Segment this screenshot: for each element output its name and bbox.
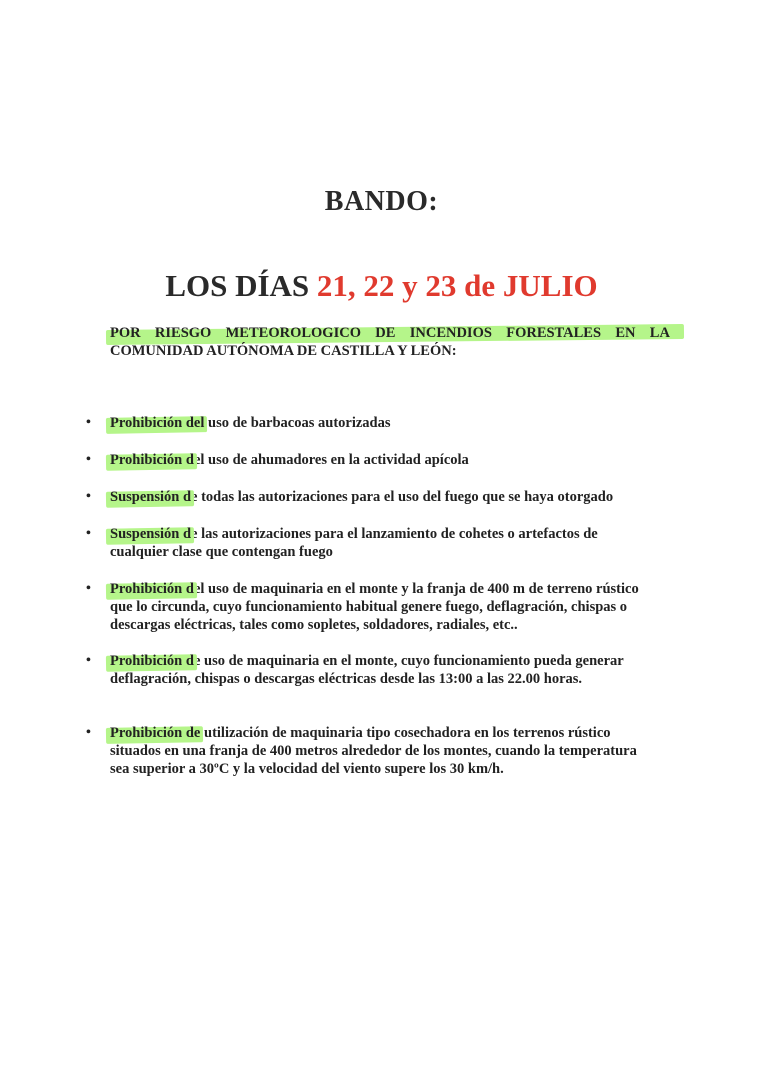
list-item-text [110, 451, 656, 469]
highlighted-text: Suspensión d [110, 489, 192, 505]
bullet-icon: • [86, 452, 91, 467]
item-body: utilización de maquinaria tipo cosechadora en los terrenos rústico situados en una franja de 400 metros alrededor de los montes, cuando la temperatura sea superior a 30ºC y la velocidad del viento supere los 30 km/h. [110, 725, 637, 777]
list-item-text [110, 414, 656, 432]
list-item-text [110, 652, 656, 688]
list-item-text [110, 580, 656, 634]
intro-line-2: COMUNIDAD AUTÓNOMA DE CASTILLA Y LEÓN: [110, 343, 457, 359]
intro-word: DE [375, 325, 396, 341]
intro-line-1 [110, 324, 670, 342]
intro-word: LA [649, 325, 670, 341]
item-body: uso de barbacoas autorizadas [204, 415, 391, 431]
intro-word: FORESTALES [506, 325, 602, 341]
intro-word: EN [615, 325, 636, 341]
bullet-icon: • [86, 526, 91, 541]
bullet-icon: • [86, 653, 91, 668]
item-body: e todas las autorizaciones para el uso del fuego que se haya otorgado [191, 489, 614, 505]
highlighted-text: Prohibición d [110, 452, 194, 468]
bullet-icon: • [86, 415, 91, 430]
item-body: el uso de maquinaria en el monte y la franja de 400 m de terreno rústico que lo circunda, cuyo funcionamiento habitual genere fuego, deflagración, chispas o descargas eléctricas, tales como sopletes, soldadores, radiales, etc.. [110, 581, 639, 633]
intro-word: INCENDIOS [409, 325, 492, 341]
intro-word: RIESGO [154, 325, 212, 341]
dates-highlight: 21, 22 y 23 de JULIO [316, 268, 598, 303]
highlighted-text: Prohibición de [110, 725, 201, 741]
item-body: e uso de maquinaria en el monte, cuyo funcionamiento pueda generar deflagración, chispas o descargas eléctricas desde las 13:00 a las 22.00 horas. [110, 653, 624, 687]
list-item-text [110, 488, 656, 506]
bullet-icon: • [86, 725, 91, 740]
highlighted-text: Prohibición d [110, 581, 194, 597]
list-item-text [110, 724, 656, 778]
bullet-icon: • [86, 489, 91, 504]
highlighted-text: Suspensión d [110, 526, 192, 542]
item-body: el uso de ahumadores en la actividad apícola [193, 452, 469, 468]
list-item-text [110, 525, 656, 561]
dates-heading [0, 268, 763, 304]
dates-prefix: LOS DÍAS [165, 268, 317, 303]
intro-paragraph [110, 324, 670, 360]
highlighted-text: Prohibición del [110, 415, 205, 431]
item-body: e las autorizaciones para el lanzamiento de cohetes o artefactos de cualquier clase que contengan fuego [110, 526, 598, 560]
page-title: BANDO: [324, 186, 439, 217]
highlighted-text: Prohibición d [110, 653, 194, 669]
intro-word: POR [110, 325, 141, 341]
bullet-icon: • [86, 581, 91, 596]
intro-word: METEOROLOGICO [225, 325, 361, 341]
